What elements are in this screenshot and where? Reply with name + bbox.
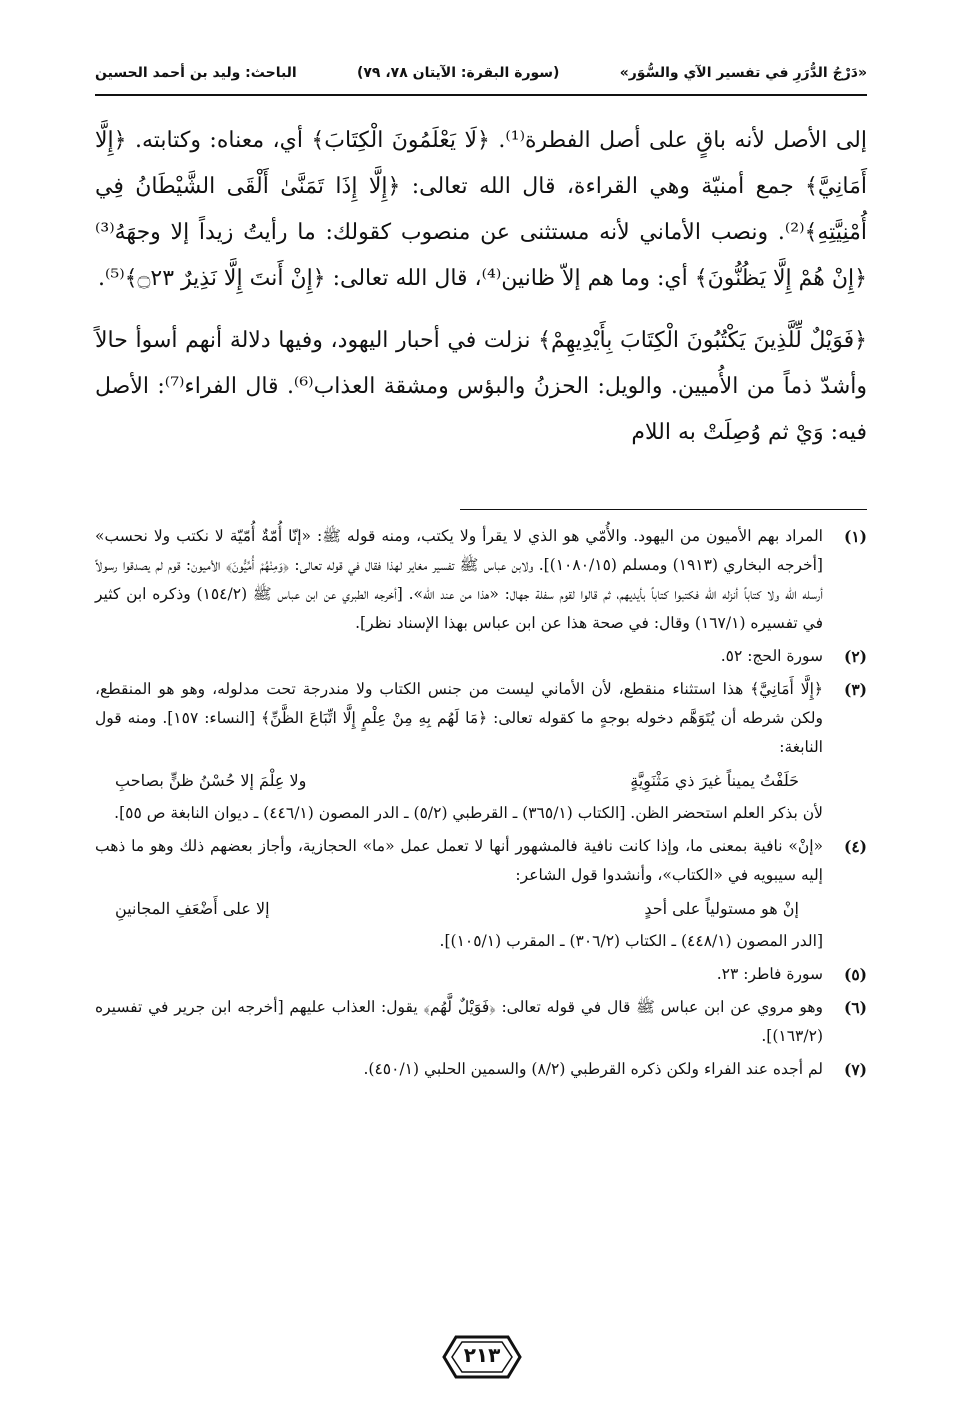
footnote-text: سورة فاطر: ٢٣. [716, 965, 823, 983]
paragraph-1: إلى الأصل لأنه باقٍ على أصل الفطرة⁽¹⁾. ﴿لَا يَعْلَمُونَ الْكِتَابَ﴾ أي، معناه: وكتابته. ﴿إِلَّا أَمَانِيَّ﴾ جمع أمنيّة وهي القراءة، قال الله تعالى: ﴿إِلَّا إِذَا تَمَنَّىٰ أَلْقَى الشَّيْطَانُ فِي أُمْنِيَّتِهِ﴾⁽²⁾. ونصب الأماني لأنه مستثنى عن منصوب كقولك: ما رأيتُ زيداً إلا وجهَهُ⁽³⁾ ﴿إِنْ هُمْ إِلَّا يَظُنُّونَ﴾ أي: وما هم إلاّ ظانين⁽⁴⁾، قال الله تعالى: ﴿إِنْ أَنتَ إِلَّا نَذِيرٌ ۝٢٣﴾⁽⁵⁾. [95, 128, 868, 291]
footnote-number: (٦) [843, 998, 867, 1017]
footnote-5 [95, 960, 867, 989]
footnote-number: (٢) [843, 647, 867, 666]
surah-reference: (سورة البقرة: الآيتان ٧٨، ٧٩) [356, 65, 560, 81]
footnote-text: «إنْ» نافية بمعنى ما، وإذا كانت نافية فالمشهور أنها لا تعمل عمل «ما» الحجازية، وأجاز بعضهم ذلك وهو ما ذهب إليه سيبويه في «الكتاب»، وأنشدوا قول الشاعر: [95, 837, 823, 884]
footnote-text: ﴿إِلَّا أَمَانِيَّ﴾ هذا استثناء منقطع، لأن الأماني ليست من جنس الكتاب ولا مندرجة تحت مدلوله، وهو هو المنقطع، ولكن شرطه أن يُتَوَهَّم دخوله بوجهٍ ما كقوله تعالى: ﴿مَا لَهُم بِهِ مِنْ عِلْمٍ إِلَّا اتِّبَاعَ الظَّنِّ﴾ [النساء: ١٥٧]. ومنه قول النابغة: [95, 680, 823, 756]
poetry-verse [95, 890, 823, 927]
verse-first-hemistich: إنْ هو مستولياً على أحدٍ [644, 899, 799, 918]
footnote-reference: [الدر المصون (٤٤٨/١) ـ الكتاب (٣٠٦/٢) ـ المقرب (١٠٥/١)]. [439, 932, 823, 950]
footnote-number: (٥) [843, 965, 867, 984]
researcher-name: الباحث: وليد بن أحمد الحسين [95, 65, 297, 81]
main-text [95, 118, 867, 472]
footnote-number: (٧) [843, 1060, 867, 1079]
footnote-4 [95, 832, 867, 956]
footnote-text: المراد بهم الأميون من اليهود. والأُمّي هو الذي لا يقرأ ولا يكتب، ومنه قوله ﷺ: «إنّا أُمّةٌ أُمّيّة لا نكتب ولا نحسب» [أخرجه البخاري (١٩١٣) ومسلم (١٠٨٠/١٥)]. ولابن عباس ﷺ تفسير مغاير لهذا فقال في قوله تعالى: ﴿وَمِنْهُمْ أُمِّيُّونَ﴾ الأميون: قوم لم يصدقوا رسولاً أرسله الله ولا كتاباً أنزله الله فكتبوا كتاباً بأيديهم، ثم قالوا لقوم سفلة جهال: «هذا من عند الله». [أخرجه الطبري عن ابن عباس ﷺ (١٥٤/٢) وذكره ابن كثير في تفسيره (١٦٧/١) وقال: في صحة هذا عن ابن عباس بهذا الإسناد نظر]. [95, 527, 823, 632]
footnote-number: (٤) [843, 837, 867, 856]
verse-first-hemistich: حَلَفْتُ يميناً غيرَ ذي مَثْنَوِيَّةٍ [630, 771, 799, 790]
verse-second-hemistich: إلا على أَضْعَفِ المجانينِ [115, 899, 270, 918]
footnotes [95, 522, 867, 1088]
footnote-number: (١) [843, 527, 867, 546]
book-title: «دَرْجُ الدُّرَرِ في تفسير الآي والسُّوَر» [619, 65, 867, 81]
page-number: ٢١٣ [463, 1343, 501, 1367]
footnote-2 [95, 642, 867, 671]
page-number-ornament [442, 1333, 522, 1381]
footnote-reference: لأن بذكر العلم استحضر الظن. [الكتاب (٣٦٥/١) ـ القرطبي (٥/٢) ـ الدر المصون (٤٤٦/١) ـ ديوان النابغة ص ٥٥]. [114, 804, 823, 822]
running-header [95, 58, 867, 88]
footnote-6 [95, 993, 867, 1051]
header-rule [95, 94, 867, 96]
footnote-text: سورة الحج: ٥٢. [720, 647, 823, 665]
footnote-7 [95, 1055, 867, 1084]
footnote-text: وهو مروي عن ابن عباس ﷺ قال في قوله تعالى: ﴿فَوَيْلٌ لَّهُم﴾ يقول: العذاب عليهم [أخرجه ابن جرير في تفسيره (١٦٣/٢)]. [95, 998, 823, 1045]
poetry-verse [95, 762, 823, 799]
paragraph-2: ﴿فَوَيْلٌ لِّلَّذِينَ يَكْتُبُونَ الْكِتَابَ بِأَيْدِيهِمْ﴾ نزلت في أحبار اليهود، وفيها دلالة أنهم أسوأ حالاً وأشدّ ذماً من الأُميين. والويل: الحزنُ والبؤس ومشقة العذاب⁽⁶⁾. قال الفراء⁽⁷⁾: الأصل فيه: وَيْ ثم وُصِلَتْ به اللام [95, 328, 867, 445]
footnote-number: (٣) [843, 680, 867, 699]
footnote-separator [460, 509, 867, 510]
footnote-text: لم أجده عند الفراء ولكن ذكره القرطبي (٨/٢) والسمين الحلبي (٤٥٠/١). [363, 1060, 823, 1078]
footnote-1 [95, 522, 867, 638]
footnote-3 [95, 675, 867, 828]
verse-second-hemistich: ولا عِلْمَ إلا حُسْنُ ظنٍّ بصاحبِ [115, 771, 307, 790]
